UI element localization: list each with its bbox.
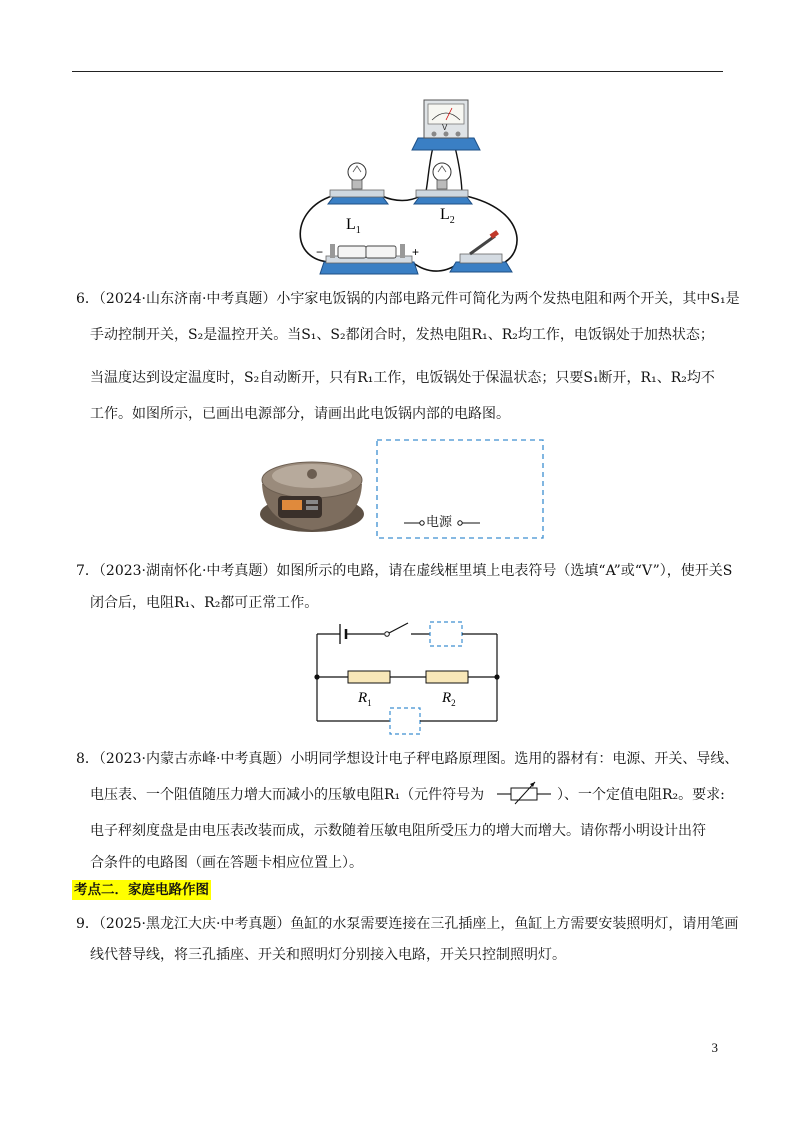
- q6-line-1: 6．（2024·山东济南·中考真题）小宇家电饭锅的内部电路元件可简化为两个发热电阻和两个开关，其中S₁是: [76, 291, 740, 307]
- q9-line-2: 线代替导线，将三孔插座、开关和照明灯分别接入电路，开关只控制照明灯。: [90, 947, 566, 963]
- q8-line-2a: 电压表、一个阻值随压力增大而减小的压敏电阻R₁（元件符号为: [90, 787, 485, 803]
- knife-switch: [450, 230, 512, 272]
- q6-power-label: 电源: [426, 515, 453, 530]
- q8-line-3: 电子秤刻度盘是由电压表改装而成，示数随着压敏电阻所受压力的增大而增大。请你帮小明设计出符: [90, 823, 706, 839]
- varistor-symbol: [497, 780, 553, 806]
- q7-circuit: [312, 620, 512, 730]
- battery-holder: [320, 244, 418, 274]
- series-circuit-figure: [0, 0, 794, 290]
- lamp-1: [328, 163, 388, 204]
- wire-voltmeter-left: [425, 147, 433, 196]
- section-header: 考点二．家庭电路作图: [74, 882, 209, 898]
- q6-line-4: 工作。如图所示，已画出电源部分，请画出此电饭锅内部的电路图。: [90, 406, 510, 422]
- q6-line-2: 手动控制开关，S₂是温控开关。当S₁、S₂都闭合时，发热电阻R₁、R₂均工作，电饭锅处于加热状态；: [90, 327, 714, 343]
- q7-line-2: 闭合后，电阻R₁、R₂都可正常工作。: [90, 595, 319, 611]
- q6-answer-box: [376, 439, 546, 543]
- battery-plus: +: [412, 245, 420, 259]
- rice-cooker-figure: [258, 444, 378, 544]
- q8-line-2b: ）、一个定值电阻R₂。要求:: [557, 787, 725, 803]
- voltmeter-letter: V: [442, 123, 448, 132]
- q7-r1-label: $R_1$: [358, 690, 372, 708]
- q6-line-3: 当温度达到设定温度时，S₂自动断开，只有R₁工作，电饭锅处于保温状态；只要S₁断开，R₁、R₂均不: [90, 370, 715, 386]
- wire-lamp1-lamp2: [382, 196, 420, 201]
- q8-line-1: 8．（2023·内蒙古赤峰·中考真题）小明同学想设计电子秤电路原理图。选用的器材有：电源、开关、导线、: [76, 751, 739, 767]
- lamp-1-label: $L_1$: [346, 216, 361, 236]
- lamp-2: [414, 163, 472, 204]
- lamp-2-label: $L_2$: [440, 206, 455, 226]
- page-number: 3: [711, 1040, 718, 1055]
- q7-r2-label: $R_2$: [442, 690, 456, 708]
- battery-minus: −: [316, 245, 324, 259]
- wire-voltmeter-right: [455, 147, 462, 196]
- q8-line-4: 合条件的电路图（画在答题卡相应位置上）。: [90, 855, 363, 871]
- q7-line-1: 7．（2023·湖南怀化·中考真题）如图所示的电路，请在虚线框里填上电表符号（选填“A”或“V”），使开关S: [76, 563, 733, 579]
- q9-line-1: 9．（2025·黑龙江大庆·中考真题）鱼缸的水泵需要连接在三孔插座上，鱼缸上方需要安装照明灯，请用笔画: [76, 916, 739, 932]
